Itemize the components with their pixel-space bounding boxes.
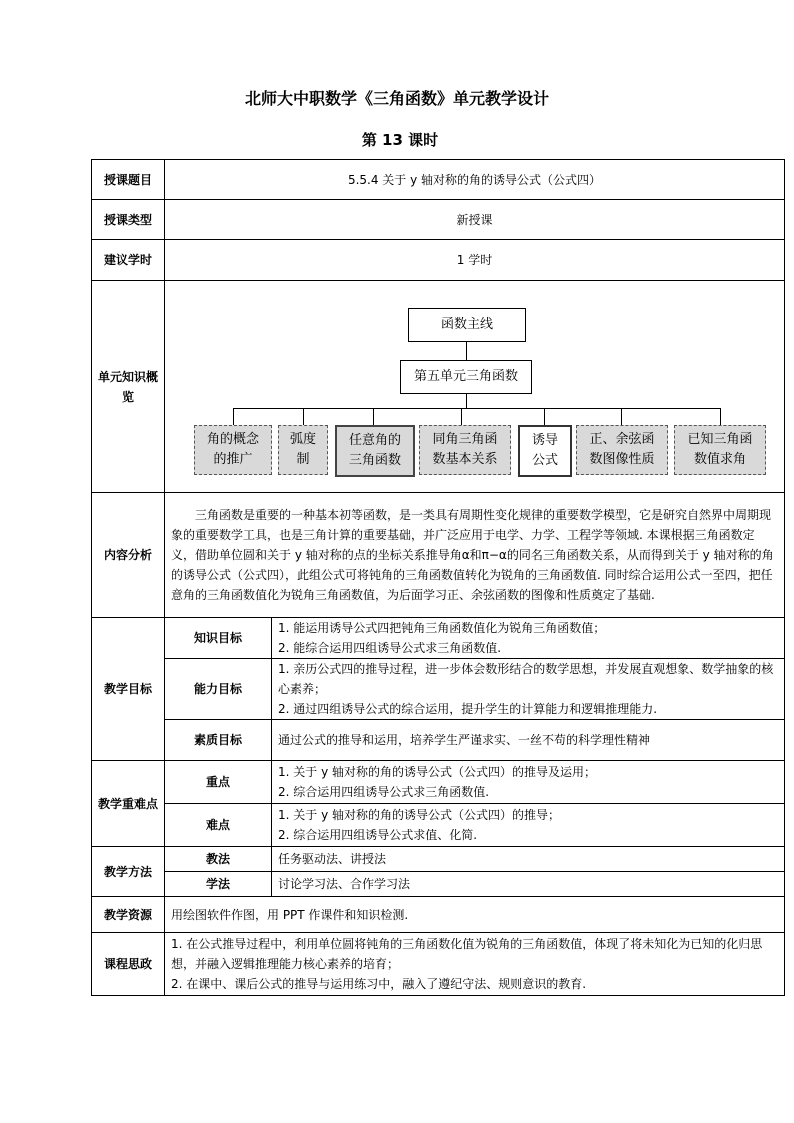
type-value: 新授课 bbox=[165, 200, 785, 240]
methods-label: 教学方法 bbox=[92, 847, 165, 897]
type-label: 授课类型 bbox=[92, 200, 165, 240]
topic-value: 5.5.4 关于 y 轴对称的角的诱导公式（公式四） bbox=[165, 160, 785, 200]
row-ideology bbox=[92, 933, 785, 996]
diagram-connector bbox=[466, 393, 467, 408]
diagram-leaf-same-angle-relations: 同角三角函 数基本关系 bbox=[419, 425, 511, 475]
diagram-leaf-sine-cosine-graph: 正、余弦函 数图像性质 bbox=[576, 425, 668, 475]
knowledge-tree-diagram bbox=[165, 282, 778, 492]
teach-label: 教法 bbox=[165, 847, 272, 872]
row-goal-ability bbox=[92, 659, 785, 720]
diagram-connector bbox=[461, 408, 462, 425]
learn-value: 讨论学习法、合作学习法 bbox=[272, 872, 785, 897]
goal-knowledge-label: 知识目标 bbox=[165, 618, 272, 659]
row-teach-method bbox=[92, 847, 785, 872]
hours-label: 建议学时 bbox=[92, 240, 165, 281]
goal-ability-label: 能力目标 bbox=[165, 659, 272, 720]
diagram-root-box: 函数主线 bbox=[408, 308, 526, 342]
lesson-design-table bbox=[91, 159, 785, 996]
row-goal-quality bbox=[92, 720, 785, 761]
row-key-point bbox=[92, 761, 785, 804]
row-content-analysis bbox=[92, 493, 785, 618]
learn-label: 学法 bbox=[165, 872, 272, 897]
hours-value: 1 学时 bbox=[165, 240, 785, 281]
diagram-connector bbox=[233, 408, 234, 425]
lesson-number: 第 13 课时 bbox=[361, 131, 439, 149]
key-text: 1. 关于 y 轴对称的角的诱导公式（公式四）的推导及运用； 2. 综合运用四组诱导公式求三角函数值. bbox=[272, 761, 785, 804]
resources-value: 用绘图软件作图，用 PPT 作课件和知识检测. bbox=[165, 897, 785, 933]
diagram-unit-box: 第五单元三角函数 bbox=[400, 360, 532, 394]
keypoints-label: 教学重难点 bbox=[92, 761, 165, 847]
goal-ability-text: 1. 亲历公式四的推导过程，进一步体会数形结合的数学思想，并发展直观想象、数学抽象的核心素养； 2. 通过四组诱导公式的综合运用，提升学生的计算能力和逻辑推理能力. bbox=[272, 659, 785, 720]
diagram-connector bbox=[621, 408, 622, 425]
row-goal-knowledge bbox=[92, 618, 785, 659]
diagram-connector bbox=[466, 341, 467, 360]
goals-label: 教学目标 bbox=[92, 618, 165, 761]
diagram-leaf-angle-concept: 角的概念 的推广 bbox=[194, 425, 272, 475]
ideology-label: 课程思政 bbox=[92, 933, 165, 996]
row-difficulty bbox=[92, 804, 785, 847]
document-title: 北师大中职数学《三角函数》单元教学设计 bbox=[244, 89, 549, 108]
content-label: 内容分析 bbox=[92, 493, 165, 618]
row-resources bbox=[92, 897, 785, 933]
diff-text: 1. 关于 y 轴对称的角的诱导公式（公式四）的推导； 2. 综合运用四组诱导公式求值、化简. bbox=[272, 804, 785, 847]
row-type bbox=[92, 200, 785, 240]
diagram-leaf-radian: 弧度 制 bbox=[278, 425, 328, 475]
row-overview bbox=[92, 281, 785, 493]
diagram-connector bbox=[303, 408, 304, 425]
key-label: 重点 bbox=[165, 761, 272, 804]
overview-diagram-cell bbox=[165, 281, 785, 493]
diagram-connector bbox=[544, 408, 545, 425]
row-learn-method bbox=[92, 872, 785, 897]
content-text: 三角函数是重要的一种基本初等函数，是一类具有周期性变化规律的重要数学模型，它是研究自然界中周期现象的重要数学工具，也是三角计算的重要基础，并广泛应用于电学、力学、工程学等领域. 本课根据三角函数定义，借助单位圆和关于 y 轴对称的点的坐标关系推导角α和π−α的同名三角函数关系，从而得到关于 y 轴对称的角的诱导公式（公式四），此组公式可将钝角的三角函数值转化为锐角的三角函数值. 同时综合运用公式一至四，把任意角的三角函数值化为锐角三角函数值，为后面学习正、余弦函数的图像和性质奠定了基础. bbox=[165, 493, 785, 618]
goal-quality-label: 素质目标 bbox=[165, 720, 272, 761]
goal-quality-text: 通过公式的推导和运用，培养学生严谨求实、一丝不苟的科学理性精神 bbox=[272, 720, 785, 761]
diagram-leaf-any-angle-trig: 任意角的 三角函数 bbox=[335, 425, 415, 477]
diagram-leaf-find-angle: 已知三角函 数值求角 bbox=[674, 425, 766, 475]
goal-knowledge-text: 1. 能运用诱导公式四把钝角三角函数值化为锐角三角函数值； 2. 能综合运用四组诱导公式求三角函数值. bbox=[272, 618, 785, 659]
resources-label: 教学资源 bbox=[92, 897, 165, 933]
topic-label: 授课题目 bbox=[92, 160, 165, 200]
diagram-leaf-induction-formula: 诱导 公式 bbox=[518, 425, 572, 477]
diagram-connector bbox=[373, 408, 374, 425]
teach-value: 任务驱动法、讲授法 bbox=[272, 847, 785, 872]
diagram-connector bbox=[720, 408, 721, 425]
ideology-text: 1. 在公式推导过程中，利用单位圆将钝角的三角函数化值为锐角的三角函数值，体现了将未知化为已知的化归思想，并融入逻辑推理能力核心素养的培育； 2. 在课中、课后公式的推导与运用练习中，融入了遵纪守法、规则意识的教育. bbox=[165, 933, 785, 996]
row-topic bbox=[92, 160, 785, 200]
diff-label: 难点 bbox=[165, 804, 272, 847]
row-hours bbox=[92, 240, 785, 281]
diagram-branch-line bbox=[233, 408, 721, 409]
overview-label: 单元知识概览 bbox=[92, 281, 165, 493]
